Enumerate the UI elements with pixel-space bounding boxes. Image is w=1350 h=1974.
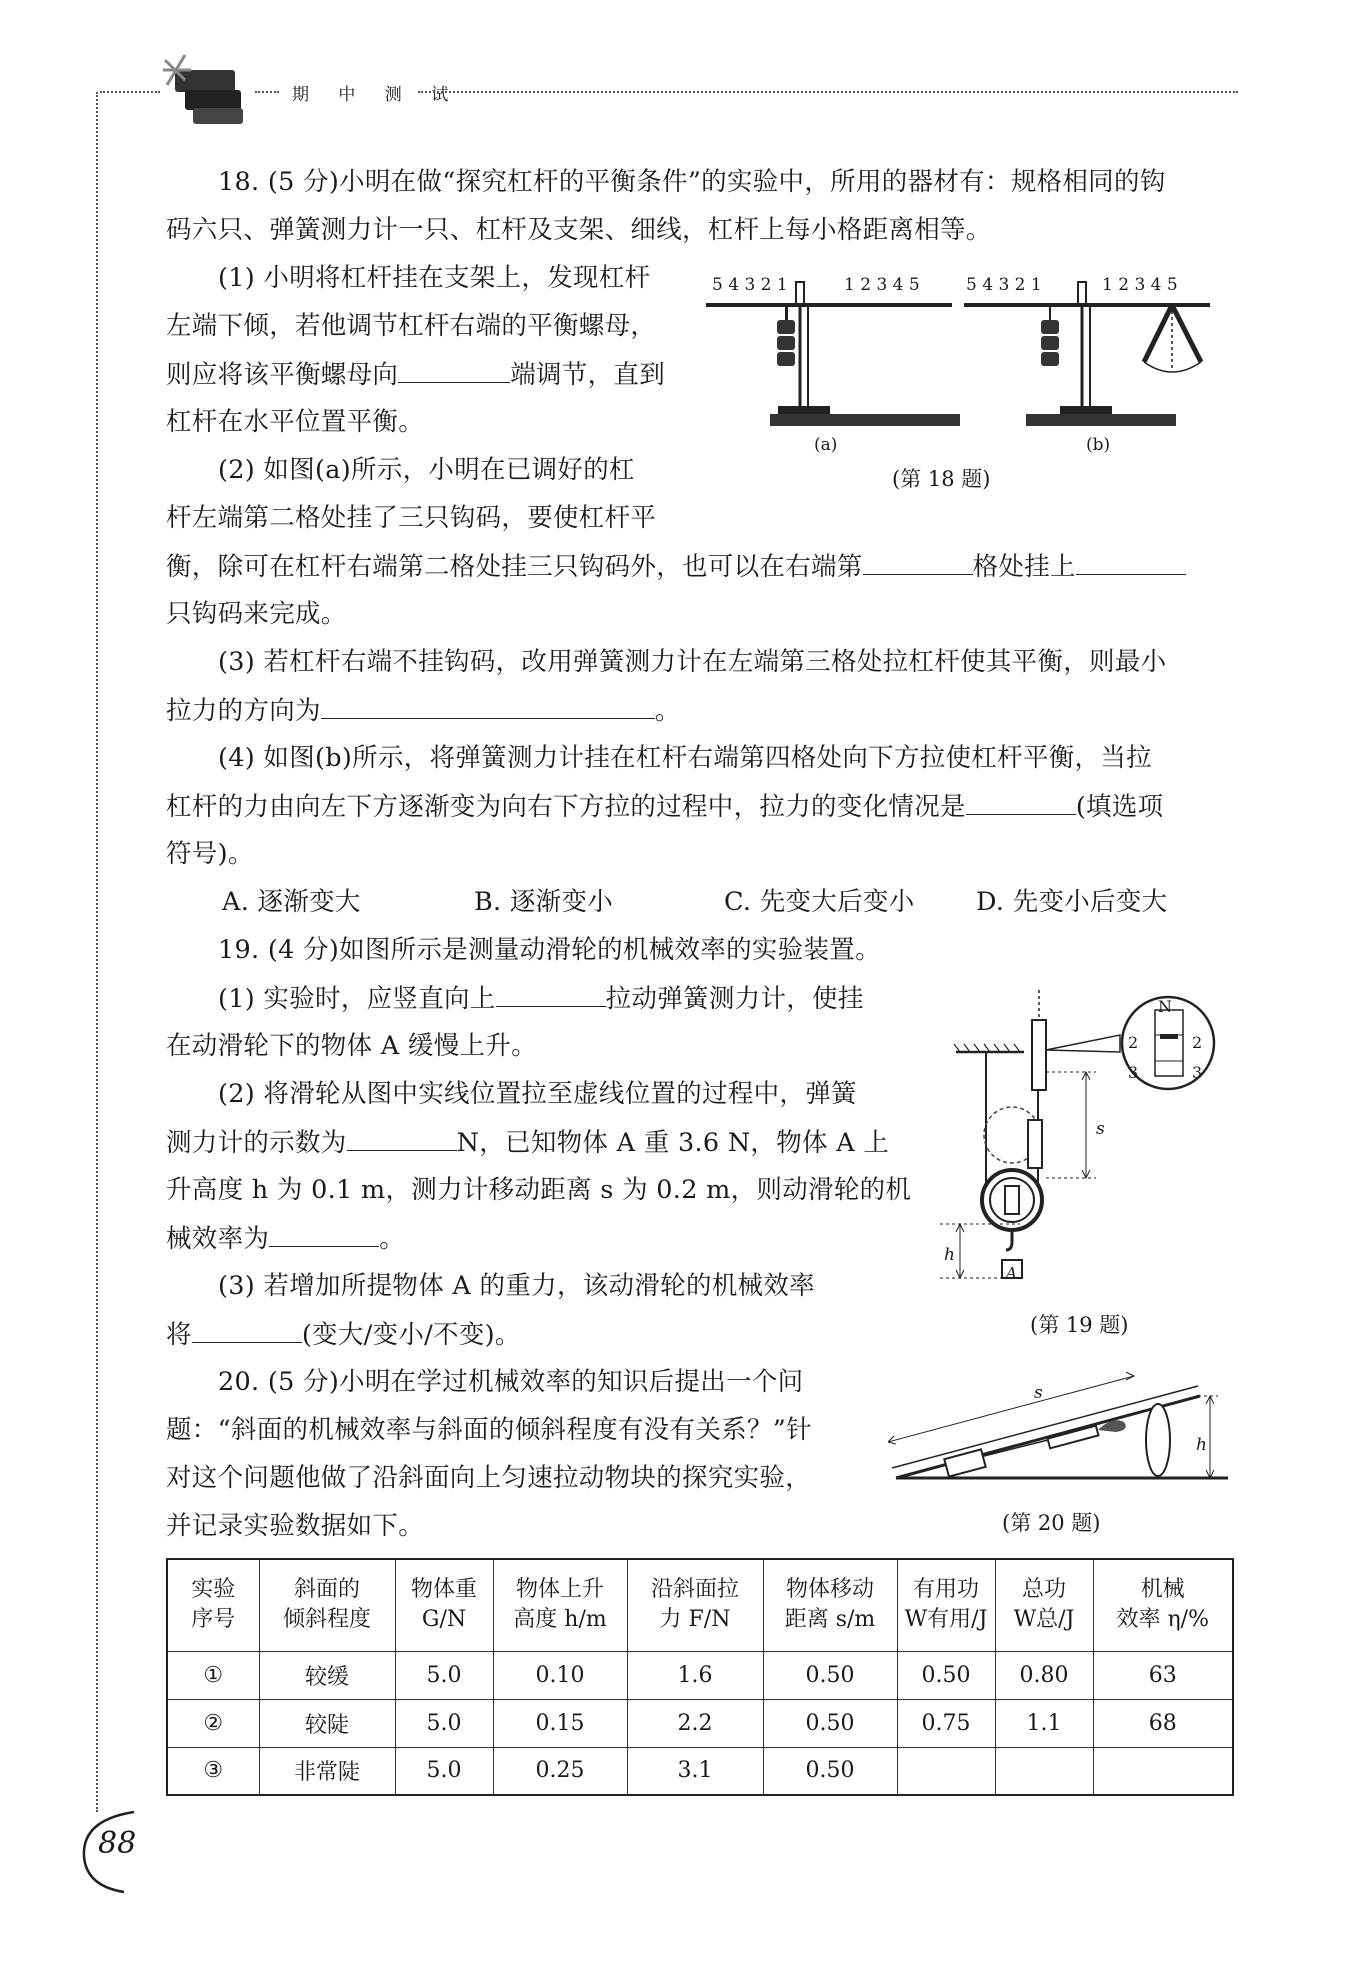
- table-cell: 0.50: [763, 1651, 897, 1699]
- q18-option-a: A. 逐渐变大: [222, 887, 361, 917]
- q19-part1-text-pre: (1) 实验时，应竖直向上: [218, 984, 496, 1014]
- q18-part2-line-1: (2) 如图(a)所示，小明在已调好的杠: [218, 455, 635, 485]
- q19-part2-text-pre-2: 械效率为: [166, 1224, 270, 1254]
- table-cell[interactable]: [897, 1747, 995, 1795]
- q19-label-s: s: [1096, 1119, 1105, 1139]
- q19-part3-line-1: (3) 若增加所提物体 A 的重力，该动滑轮的机械效率: [218, 1271, 815, 1301]
- q18-answer-blank-3[interactable]: [1076, 550, 1186, 575]
- header-rule-left: [100, 91, 160, 93]
- q19-part2-text-post-2: 。: [379, 1224, 406, 1254]
- table-cell: 68: [1093, 1699, 1233, 1747]
- q19-pulley-figure: [920, 980, 1240, 1300]
- q19-label-h: h: [944, 1245, 955, 1265]
- q18-part1-line-2: 左端下倾，若他调节杠杆右端的平衡螺母，: [166, 311, 657, 341]
- table-cell: 5.0: [395, 1651, 493, 1699]
- q18-figure-a-label: (a): [814, 435, 838, 455]
- q20-data-table: [166, 1558, 1234, 1796]
- q20-incline-figure: [888, 1360, 1234, 1500]
- header-cell: 沿斜面拉 力 F/N: [627, 1559, 763, 1651]
- q19-line-1: 19. (4 分)如图所示是测量动滑轮的机械效率的实验装置。: [218, 935, 881, 965]
- q18-part2-line-4: 只钩码来完成。: [166, 599, 347, 629]
- header-cell: 物体上升 高度 h/m: [493, 1559, 627, 1651]
- header-cell: 有用功 W有用/J: [897, 1559, 995, 1651]
- q19-part3-text-post: (变大/变小/不变)。: [301, 1320, 521, 1350]
- header-logo-icon: [155, 50, 255, 130]
- q19-answer-blank-3[interactable]: [269, 1222, 379, 1247]
- q19-part2-line-2: [166, 1126, 889, 1159]
- q19-dial-right-3: 3: [1192, 1063, 1203, 1082]
- table-cell: 较缓: [259, 1651, 395, 1699]
- q19-part2-text-pre: 测力计的示数为: [166, 1128, 347, 1158]
- q18-part2-line-2: 杆左端第二格处挂了三只钩码，要使杠杆平: [166, 503, 657, 533]
- q18-part4-line-3: 符号)。: [166, 839, 254, 869]
- table-cell[interactable]: [1093, 1747, 1233, 1795]
- q19-figure-caption: (第 19 题): [1030, 1313, 1129, 1337]
- q18-part3-text-pre: 拉力的方向为: [166, 696, 321, 726]
- q18-option-b: B. 逐渐变小: [474, 887, 614, 917]
- q18-answer-blank-5[interactable]: [966, 790, 1076, 815]
- q19-dial-left-2: 2: [1128, 1033, 1139, 1052]
- q19-answer-blank-1[interactable]: [496, 982, 606, 1007]
- q19-dial-left-3: 3: [1128, 1063, 1139, 1082]
- q20-figure-caption: (第 20 题): [1002, 1511, 1101, 1535]
- q18-part4-line-1: (4) 如图(b)所示，将弹簧测力计挂在杠杆右端第四格处向下方拉使杠杆平衡，当拉: [218, 743, 1152, 773]
- q18-option-d: D. 先变小后变大: [976, 887, 1168, 917]
- table-cell: 1.6: [627, 1651, 763, 1699]
- q18-part2-line-3: [166, 550, 1186, 583]
- q18-figure-b-scale-right: 1 2 3 4 5: [1102, 275, 1178, 295]
- q18-part4-text-post: (填选项: [1075, 792, 1164, 822]
- table-cell: ②: [167, 1699, 259, 1747]
- table-cell: 0.50: [897, 1651, 995, 1699]
- margin-rule: [96, 92, 98, 1812]
- q20-label-s: s: [1034, 1383, 1043, 1403]
- table-cell: 63: [1093, 1651, 1233, 1699]
- header-rule-right: [418, 91, 1238, 93]
- table-cell: 0.25: [493, 1747, 627, 1795]
- q19-part3-line-2: [166, 1318, 521, 1351]
- q18-figure-b-label: (b): [1086, 435, 1111, 455]
- table-cell: ③: [167, 1747, 259, 1795]
- table-cell: 3.1: [627, 1747, 763, 1795]
- q18-part3-text-post: 。: [654, 696, 681, 726]
- q19-part1-text-post: 拉动弹簧测力计，使挂: [605, 984, 864, 1014]
- table-cell: 0.80: [995, 1651, 1093, 1699]
- q18-line-1: 18. (5 分)小明在做“探究杠杆的平衡条件”的实验中，所用的器材有：规格相同的钩: [218, 167, 1166, 197]
- q20-line-1: 20. (5 分)小明在学过机械效率的知识后提出一个问: [218, 1367, 804, 1397]
- q18-part3-line-1: (3) 若杠杆右端不挂钩码，改用弹簧测力计在左端第三格处拉杠杆使其平衡，则最小: [218, 647, 1167, 677]
- q19-part3-text-pre: 将: [166, 1320, 192, 1350]
- q18-answer-blank-4[interactable]: [321, 694, 655, 719]
- q18-part3-line-2: [166, 694, 681, 727]
- q19-part2-line-4: [166, 1222, 405, 1255]
- q18-part1-text-post: 端调节，直到: [510, 360, 666, 390]
- q18-part2-text-pre: 衡，除可在杠杆右端第二格处挂三只钩码外，也可以在右端第: [166, 552, 863, 582]
- table-cell: 0.50: [763, 1699, 897, 1747]
- header-cell: 机械 效率 η/%: [1093, 1559, 1233, 1651]
- q19-answer-blank-2[interactable]: [347, 1126, 457, 1151]
- q18-line-2: 码六只、弹簧测力计一只、杠杆及支架、细线，杠杆上每小格距离相等。: [166, 215, 992, 245]
- q18-figure-caption: (第 18 题): [892, 467, 991, 491]
- table-cell: 0.15: [493, 1699, 627, 1747]
- header-cell: 实验 序号: [167, 1559, 259, 1651]
- header-cell: 斜面的 倾斜程度: [259, 1559, 395, 1651]
- table-cell: ①: [167, 1651, 259, 1699]
- q19-part1-line-2: 在动滑轮下的物体 A 缓慢上升。: [166, 1031, 537, 1061]
- header-rule-mid: [255, 91, 279, 93]
- header-cell: 总功 W总/J: [995, 1559, 1093, 1651]
- q18-part4-text-pre: 杠杆的力由向左下方逐渐变为向右下方拉的过程中，拉力的变化情况是: [166, 792, 966, 822]
- q18-figure-a-scale-right: 1 2 3 4 5: [844, 275, 920, 295]
- q19-label-a: A: [1006, 1264, 1017, 1282]
- q18-part4-line-2: [166, 790, 1163, 823]
- q19-dial-unit: N: [1158, 997, 1172, 1016]
- q20-line-4: 并记录实验数据如下。: [166, 1511, 425, 1541]
- q18-part1-line-4: 杠杆在水平位置平衡。: [166, 407, 425, 437]
- q18-part2-text-mid: 格处挂上: [972, 552, 1076, 582]
- table-cell: 0.75: [897, 1699, 995, 1747]
- q18-option-c: C. 先变大后变小: [724, 887, 915, 917]
- q19-answer-blank-4[interactable]: [192, 1318, 302, 1343]
- header-cell: 物体移动 距离 s/m: [763, 1559, 897, 1651]
- q18-part1-line-1: (1) 小明将杠杆挂在支架上，发现杠杆: [218, 263, 651, 293]
- table-cell: 5.0: [395, 1699, 493, 1747]
- q19-part2-line-1: (2) 将滑轮从图中实线位置拉至虚线位置的过程中，弹簧: [218, 1079, 857, 1109]
- table-cell: 5.0: [395, 1747, 493, 1795]
- q18-answer-blank-2[interactable]: [863, 550, 973, 575]
- header-title: 期 中 测 试: [292, 85, 461, 105]
- table-cell: 非常陡: [259, 1747, 395, 1795]
- table-cell: 较陡: [259, 1699, 395, 1747]
- q18-figure-a-scale-left: 5 4 3 2 1: [712, 275, 788, 295]
- table-cell: 2.2: [627, 1699, 763, 1747]
- table-row: [167, 1699, 1233, 1747]
- table-cell: 1.1: [995, 1699, 1093, 1747]
- table-cell: 0.10: [493, 1651, 627, 1699]
- q19-part2-line-3: 升高度 h 为 0.1 m，测力计移动距离 s 为 0.2 m，则动滑轮的机: [166, 1175, 912, 1205]
- q19-part1-line-1: [218, 982, 864, 1015]
- q18-figure-b-scale-left: 5 4 3 2 1: [966, 275, 1042, 295]
- header-cell: 物体重 G/N: [395, 1559, 493, 1651]
- q19-dial-right-2: 2: [1192, 1033, 1203, 1052]
- q18-part1-text-pre: 则应将该平衡螺母向: [166, 360, 399, 390]
- table-row: [167, 1651, 1233, 1699]
- table-row: [167, 1747, 1233, 1795]
- q20-line-2: 题：“斜面的机械效率与斜面的倾斜程度有没有关系？”针: [166, 1415, 812, 1445]
- q18-part1-line-3: [166, 358, 665, 391]
- q20-label-h: h: [1196, 1435, 1207, 1455]
- table-cell: 0.50: [763, 1747, 897, 1795]
- q18-answer-blank-1[interactable]: [398, 358, 510, 383]
- table-cell[interactable]: [995, 1747, 1093, 1795]
- page-number: 88: [98, 1826, 137, 1861]
- table-header-row: [167, 1559, 1233, 1651]
- q20-line-3: 对这个问题他做了沿斜面向上匀速拉动物块的探究实验，: [166, 1463, 812, 1493]
- q19-part2-text-post: N，已知物体 A 重 3.6 N，物体 A 上: [456, 1128, 890, 1158]
